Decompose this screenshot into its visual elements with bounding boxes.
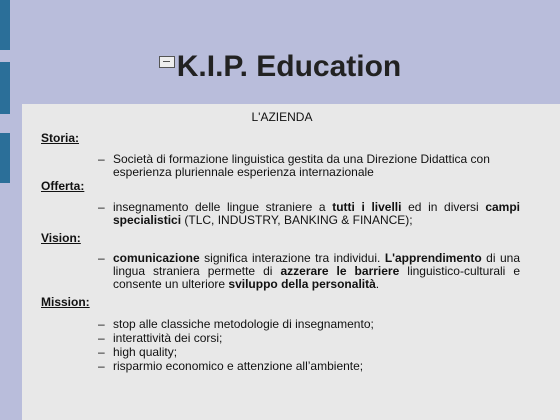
list-item-text: interattività dei corsi; bbox=[113, 331, 223, 345]
list-item-text: Società di formazione linguistica gestita da una Direzione Didattica con esperienza pluriennale esperienza internazionale bbox=[113, 152, 490, 179]
list-item-text: insegnamento delle lingue straniere a tutti i livelli ed in diversi campi specialistici (TLC, INDUSTRY, BANKING & FINANCE); bbox=[113, 200, 521, 227]
list-item-text: risparmio economico e attenzione all’ambiente; bbox=[113, 359, 364, 373]
slide-title-text: K.I.P. Education bbox=[176, 50, 402, 83]
slide-content bbox=[22, 104, 560, 420]
section-label-vision: Vision: bbox=[41, 231, 81, 245]
accent-bar-top bbox=[0, 0, 10, 50]
list-item bbox=[98, 153, 520, 179]
bullet-dash: – bbox=[98, 359, 105, 373]
bullet-dash: – bbox=[98, 251, 105, 265]
list-item bbox=[98, 346, 520, 359]
list-item bbox=[98, 201, 520, 227]
bullet-dash: – bbox=[98, 345, 105, 359]
bullet-dash: – bbox=[98, 200, 105, 214]
placeholder-image-icon bbox=[159, 56, 175, 68]
section-label-offerta: Offerta: bbox=[41, 179, 85, 193]
accent-bar-bottom bbox=[0, 133, 10, 183]
slide-title bbox=[0, 50, 560, 84]
list-item bbox=[98, 332, 520, 345]
list-item-text: high quality; bbox=[113, 345, 178, 359]
list-item bbox=[98, 360, 520, 373]
bullet-dash: – bbox=[98, 331, 105, 345]
bullet-dash: – bbox=[98, 152, 105, 166]
list-item-text: stop alle classiche metodologie di insegnamento; bbox=[113, 317, 374, 331]
list-item-text: comunicazione significa interazione tra individui. L'apprendimento di una lingua straniera permette di azzerare le barriere linguistico-culturali e consente un ulteriore sviluppo della personalità. bbox=[113, 251, 521, 291]
list-item bbox=[98, 252, 520, 291]
section-label-storia: Storia: bbox=[41, 131, 80, 145]
section-label-mission: Mission: bbox=[41, 295, 90, 309]
list-item bbox=[98, 318, 520, 331]
bullet-dash: – bbox=[98, 317, 105, 331]
slide-subtitle: L'AZIENDA bbox=[251, 110, 313, 124]
